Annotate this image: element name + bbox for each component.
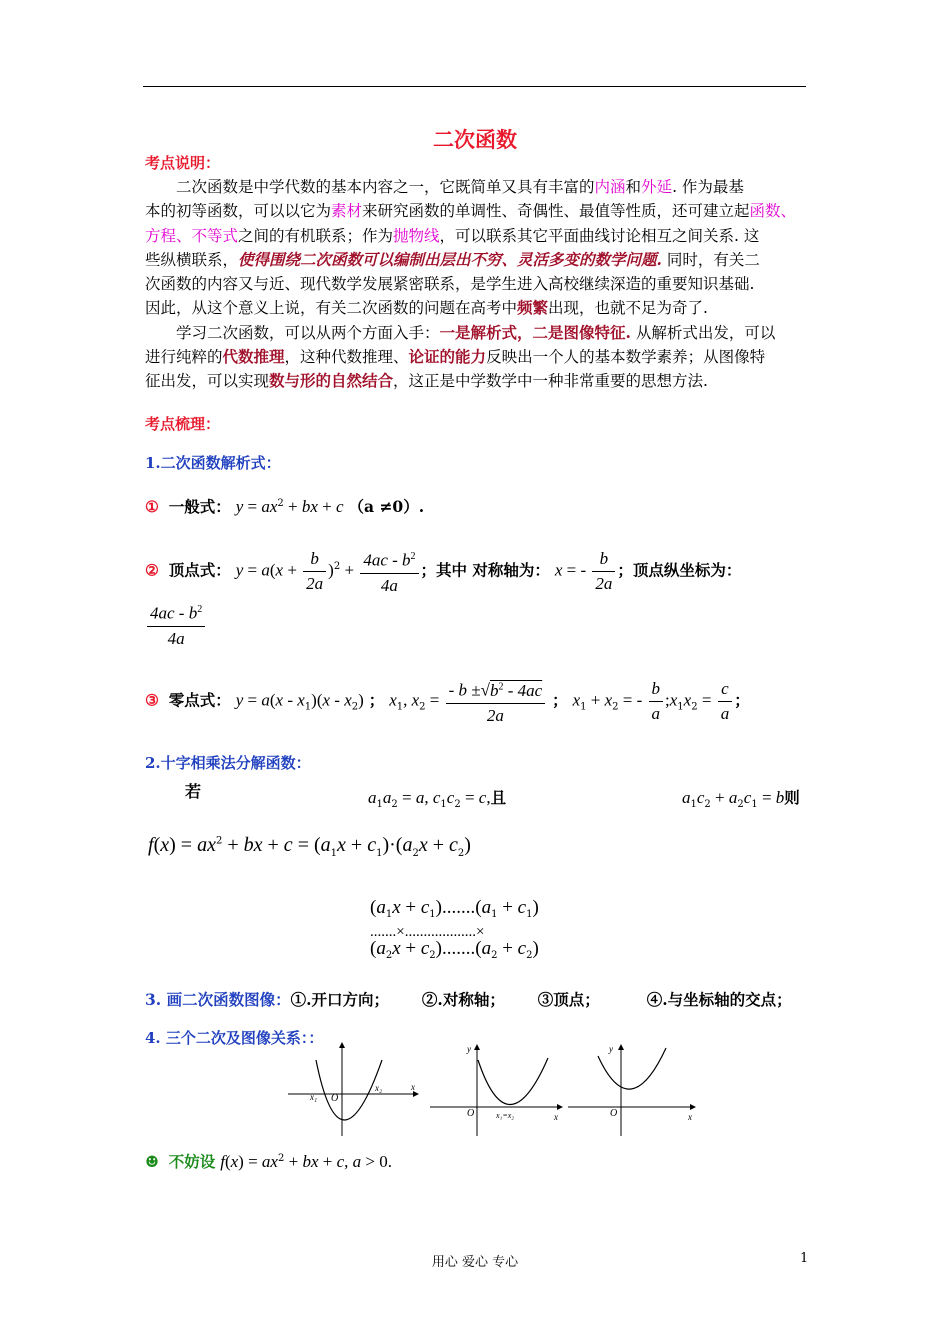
label-y: y: [609, 1044, 613, 1054]
intro-line: 方程、不等式之间的有机联系；作为抛物线，可以联系其它平面曲线讨论相互之间关系. 这: [145, 226, 760, 245]
footer-text: 用心 爱心 专心: [431, 1255, 519, 1270]
graph-double-root: [430, 1040, 565, 1138]
heading-section-1: 1.二次函数解析式：: [145, 454, 281, 472]
label-x2: x₂: [375, 1083, 383, 1093]
vertex-y-formula: $\frac{4ac - b^2}{4a}$: [145, 598, 207, 651]
intro-line: 本的初等函数，可以以它为素材来研究函数的单调性、奇偶性、最值等性质，还可建立起函数、: [145, 202, 797, 221]
intro-line: 进行纯粹的代数推理，这种代数推理、论证的能力反映出一个人的基本数学素养；从图像特: [145, 347, 766, 367]
general-form: ① 一般式： $y = ax^2$ + bx + c （a ≠0）.: [145, 497, 425, 516]
y-arrow-icon: [339, 1042, 345, 1048]
label-x1: x₁: [310, 1092, 318, 1102]
zero-form: ③ 零点式： $y = a(x - x_1)(x - x_2)$ ； $x_1$, $x_2$ = $\frac{- b \pm√b^2 - 4ac}{2a}$ ； $x_1 + x_2$ = - $\frac{b}{a}$ $;x_1x_2$ = $\frac{c}{a}$ ；: [145, 675, 750, 728]
heading-section-4: 4. 三个二次及图像关系：：: [145, 1029, 324, 1047]
page-number: 1: [800, 1251, 809, 1266]
cross-condition-2: $a_1c_2 + a_2c_1 = b$则: [682, 788, 800, 811]
x-arrow-icon: [690, 1104, 696, 1110]
intro-line: 些纵横联系，使得围绕二次函数可以编制出层出不穷、灵活多变的数学问题. 同时，有关二: [145, 249, 760, 269]
label-x1-eq-x2: x₁=x₂: [496, 1111, 515, 1120]
y-arrow-icon: [474, 1044, 480, 1050]
cross-condition-1: $a_1a_2 = a$, $c_1c_2 = c$,且: [368, 788, 507, 811]
intro-line: 学习二次函数，可以从两个方面入手：一是解析式，二是图像特征. 从解析式出发，可以: [176, 322, 776, 342]
cross-diagram: $(a_1x + c_1).......(a_1 + c_1)$ .......×...................× $(a_2x + c_2).......(a_2 + c_2)$: [370, 897, 539, 962]
intro-text: [145, 175, 810, 394]
parabola-curve: [598, 1048, 666, 1089]
label-o: O: [610, 1108, 618, 1119]
page-title: 二次函数: [433, 127, 517, 152]
vertex-form: ② 顶点式： y = a(x + $\frac{b}{2a}$ )$^2$ + $\frac{4ac - b^2}{4a}$ ；其中 对称轴为： x = - $\frac{b}{2a}$ ；顶点纵坐标为：: [145, 545, 741, 598]
intro-line: 二次函数是中学代数的基本内容之一，它既简单又具有丰富的内涵和外延. 作为最基: [176, 178, 744, 196]
parabola-curve: [316, 1060, 382, 1120]
smile-icon: ☻: [145, 1152, 159, 1171]
heading-kaodian-shuoming: 考点说明：: [145, 154, 221, 172]
graph-two-roots: [288, 1040, 423, 1138]
label-o: O: [467, 1108, 475, 1119]
label-x: x: [411, 1082, 415, 1092]
label-y: y: [467, 1044, 471, 1054]
intro-line: 次函数的内容又与近、现代数学发展紧密联系，是学生进入高校继续深造的重要知识基础.: [145, 275, 755, 294]
heading-section-2: 2.十字相乘法分解函数：: [145, 754, 311, 772]
factorization-formula: $f(x) = ax^2$ + bx + $c = (a_1x + c_1)\cdot(a_2x + c_2)$: [148, 834, 471, 859]
header-rule: [143, 86, 806, 87]
intro-line: 因此，从这个意义上说，有关二次函数的问题在高考中频繁出现，也就不足为奇了.: [145, 298, 708, 318]
label-x: x: [554, 1112, 558, 1122]
intro-line: 征出发，可以实现数与形的自然结合，这正是中学数学中一种非常重要的思想方法.: [145, 371, 708, 391]
graph-no-roots: [568, 1040, 703, 1138]
y-arrow-icon: [618, 1044, 624, 1050]
cross-ruo: 若: [185, 782, 202, 801]
parabola-curve: [478, 1058, 548, 1105]
x-arrow-icon: [557, 1104, 563, 1110]
label-o: O: [331, 1093, 339, 1104]
assume-line: ☻ 不妨设 $f(x) = ax^2$ + bx + c, a > 0.: [145, 1152, 392, 1171]
heading-kaodian-shuli: 考点梳理：: [145, 415, 221, 433]
label-x: x: [688, 1112, 692, 1122]
section-3: 3. 画二次函数图像：①.开口方向； ②.对称轴； ③顶点； ④.与坐标轴的交点；: [145, 990, 792, 1009]
